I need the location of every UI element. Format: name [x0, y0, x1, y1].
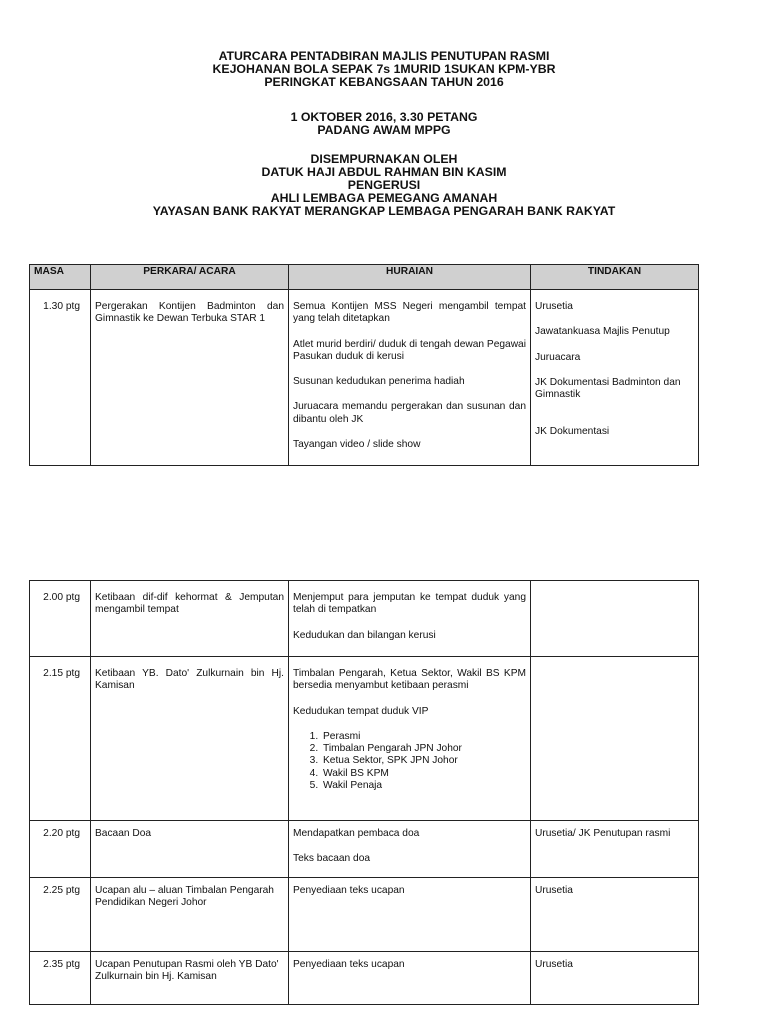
table-row [30, 581, 699, 657]
list-item: 4. Wakil BS KPM [321, 768, 526, 780]
officiated-line: AHLI LEMBAGA PEMEGANG AMANAH [270, 191, 498, 205]
header-huraian: HURAIAN [289, 265, 531, 290]
list-item: 2. Timbalan Pengarah JPN Johor [321, 743, 526, 755]
list-item: 5. Wakil Penaja [321, 780, 526, 792]
venue-line: PADANG AWAM MPPG [317, 123, 451, 137]
cell-tindakan [531, 657, 699, 821]
officiated-line: DISEMPURNAKAN OLEH [310, 152, 458, 166]
huraian-item: Atlet murid berdiri/ duduk di tengah dewan Pegawai Pasukan duduk di kerusi [293, 338, 526, 362]
date-line: 1 OKTOBER 2016, 3.30 PETANG [290, 110, 478, 124]
tindakan-item: JK Dokumentasi [535, 426, 610, 438]
cell-perkara: Pergerakan Kontijen Badminton dan Gimnastik ke Dewan Terbuka STAR 1 [91, 290, 289, 466]
header-perkara: PERKARA/ ACARA [91, 265, 289, 290]
cell-tindakan: Urusetia [531, 878, 699, 952]
cell-masa: 2.00 ptg [30, 581, 91, 657]
cell-masa: 2.35 ptg [30, 952, 91, 1005]
cell-masa: 2.15 ptg [30, 657, 91, 821]
cell-huraian [289, 290, 531, 466]
cell-masa: 2.25 ptg [30, 878, 91, 952]
schedule-table-2 [29, 580, 699, 1005]
list-item: 3. Ketua Sektor, SPK JPN Johor [321, 755, 526, 767]
huraian-item: Teks bacaan doa [293, 853, 371, 865]
header-tindakan: TINDAKAN [531, 265, 699, 290]
vip-list [293, 731, 526, 792]
huraian-item: Mendapatkan pembaca doa [293, 828, 420, 839]
table-row [30, 821, 699, 878]
cell-masa: 2.20 ptg [30, 821, 91, 878]
huraian-item: Kedudukan dan bilangan kerusi [293, 629, 436, 641]
huraian-item: Timbalan Pengarah, Ketua Sektor, Wakil BS KPM bersedia menyambut ketibaan perasmi [293, 668, 526, 692]
officiated-line: DATUK HAJI ABDUL RAHMAN BIN KASIM [261, 165, 507, 179]
table-row [30, 952, 699, 1005]
tindakan-item: JK Dokumentasi Badminton dan Gimnastik [535, 376, 681, 401]
cell-huraian [289, 581, 531, 657]
title-line: PERINGKAT KEBANGSAAN TAHUN 2016 [264, 75, 504, 89]
officiated-line: YAYASAN BANK RAKYAT MERANGKAP LEMBAGA PENGARAH BANK RAKYAT [152, 204, 616, 218]
officiated-line: PENGERUSI [347, 178, 421, 192]
event-date-venue [0, 111, 768, 137]
huraian-item: Juruacara memandu pergerakan dan susunan dan dibantu oleh JK [293, 401, 526, 425]
cell-huraian [289, 821, 531, 878]
huraian-item: Menjemput para jemputan ke tempat duduk yang telah di tempatkan [293, 592, 526, 616]
huraian-item: Semua Kontijen MSS Negeri mengambil tempat yang telah ditetapkan [293, 301, 526, 325]
cell-tindakan: Urusetia/ JK Penutupan rasmi [531, 821, 699, 878]
cell-perkara: Bacaan Doa [91, 821, 289, 878]
schedule-table-1 [29, 264, 699, 466]
cell-tindakan: Urusetia [531, 952, 699, 1005]
huraian-item: Susunan kedudukan penerima hadiah [293, 376, 465, 388]
title-line: KEJOHANAN BOLA SEPAK 7s 1MURID 1SUKAN KPM-YBR [212, 62, 556, 76]
header-masa: MASA [30, 265, 91, 290]
cell-perkara: Ketibaan YB. Dato' Zulkurnain bin Hj. Kamisan [91, 657, 289, 821]
document-title [0, 50, 768, 89]
cell-masa: 1.30 ptg [30, 290, 91, 466]
cell-perkara: Ketibaan dif-dif kehormat & Jemputan mengambil tempat [91, 581, 289, 657]
cell-tindakan [531, 581, 699, 657]
cell-huraian: Penyediaan teks ucapan [289, 878, 531, 952]
table-row [30, 657, 699, 821]
tindakan-item: Jawatankuasa Majlis Penutup [535, 326, 670, 338]
title-line: ATURCARA PENTADBIRAN MAJLIS PENUTUPAN RASMI [218, 49, 550, 63]
table-row [30, 878, 699, 952]
cell-perkara: Ucapan Penutupan Rasmi oleh YB Dato' Zulkurnain bin Hj. Kamisan [91, 952, 289, 1005]
table-header-row [30, 265, 699, 290]
cell-huraian [289, 657, 531, 821]
huraian-item: Tayangan video / slide show [293, 439, 421, 451]
list-item: 1. Perasmi [321, 731, 526, 743]
cell-perkara: Ucapan alu – aluan Timbalan Pengarah Pendidikan Negeri Johor [91, 878, 289, 952]
table-row [30, 290, 699, 466]
huraian-item: Kedudukan tempat duduk VIP [293, 705, 429, 717]
cell-huraian: Penyediaan teks ucapan [289, 952, 531, 1005]
cell-tindakan [531, 290, 699, 466]
officiated-by [0, 153, 768, 218]
tindakan-item: Urusetia [535, 301, 573, 312]
tindakan-item: Juruacara [535, 351, 581, 363]
